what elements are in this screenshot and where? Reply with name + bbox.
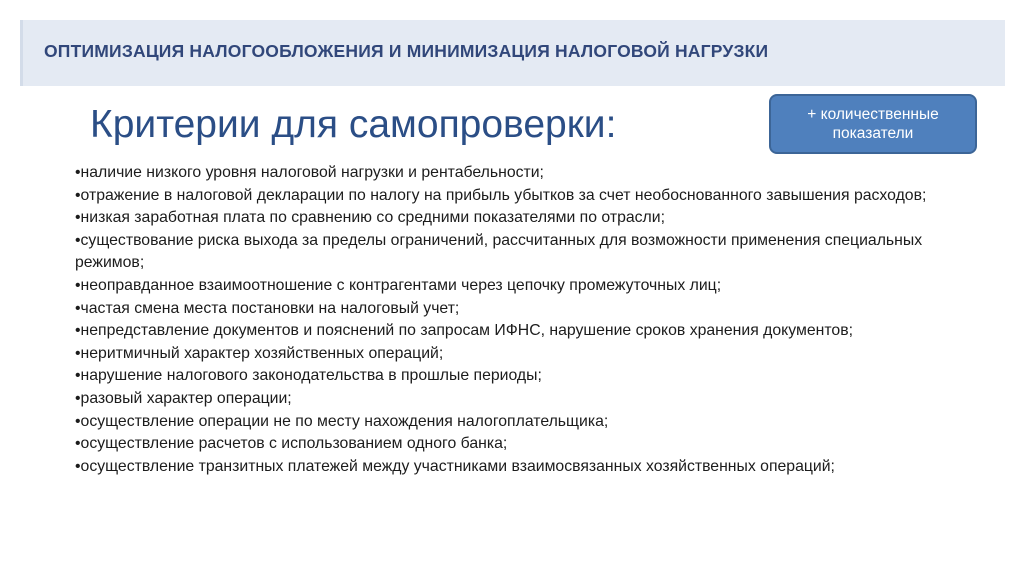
criteria-item: •нарушение налогового законодательства в прошлые периоды; — [75, 367, 542, 385]
criteria-item: •разовый характер операции; — [75, 389, 292, 407]
slide-heading: Критерии для самопроверки: — [90, 103, 617, 146]
quantitative-indicators-callout — [769, 94, 977, 154]
criteria-item: •частая смена места постановки на налоговый учет; — [75, 299, 460, 317]
criteria-item: •неоправданное взаимоотношение с контрагентами через цепочку промежуточных лиц; — [75, 276, 722, 294]
criteria-item: •осуществление операции не по месту нахождения налогоплательщика; — [75, 412, 609, 430]
criteria-item: •низкая заработная плата по сравнению со средними показателями по отрасли; — [75, 209, 665, 227]
criteria-item: •неритмичный характер хозяйственных операций; — [75, 344, 444, 362]
criteria-item: •осуществление транзитных платежей между участниками взаимосвязанных хозяйственных операций; — [75, 457, 835, 475]
header-title: ОПТИМИЗАЦИЯ НАЛОГООБЛОЖЕНИЯ И МИНИМИЗАЦИЯ НАЛОГОВОЙ НАГРУЗКИ — [44, 41, 769, 61]
callout-line-1: + количественные — [807, 106, 939, 123]
callout-line-2: показатели — [832, 125, 914, 142]
criteria-item: •осуществление расчетов с использованием одного банка; — [75, 435, 508, 453]
criteria-list — [75, 162, 965, 478]
criteria-item: •наличие низкого уровня налоговой нагрузки и рентабельности; — [75, 164, 544, 181]
criteria-item: •существование риска выхода за пределы ограничений, рассчитанных для возможности применения специальных режимов; — [75, 231, 923, 272]
criteria-item: •отражение в налоговой декларации по налогу на прибыль убытков за счет необоснованного завышения расходов; — [75, 186, 927, 204]
criteria-item: •непредставление документов и пояснений по запросам ИФНС, нарушение сроков хранения документов; — [75, 322, 853, 340]
